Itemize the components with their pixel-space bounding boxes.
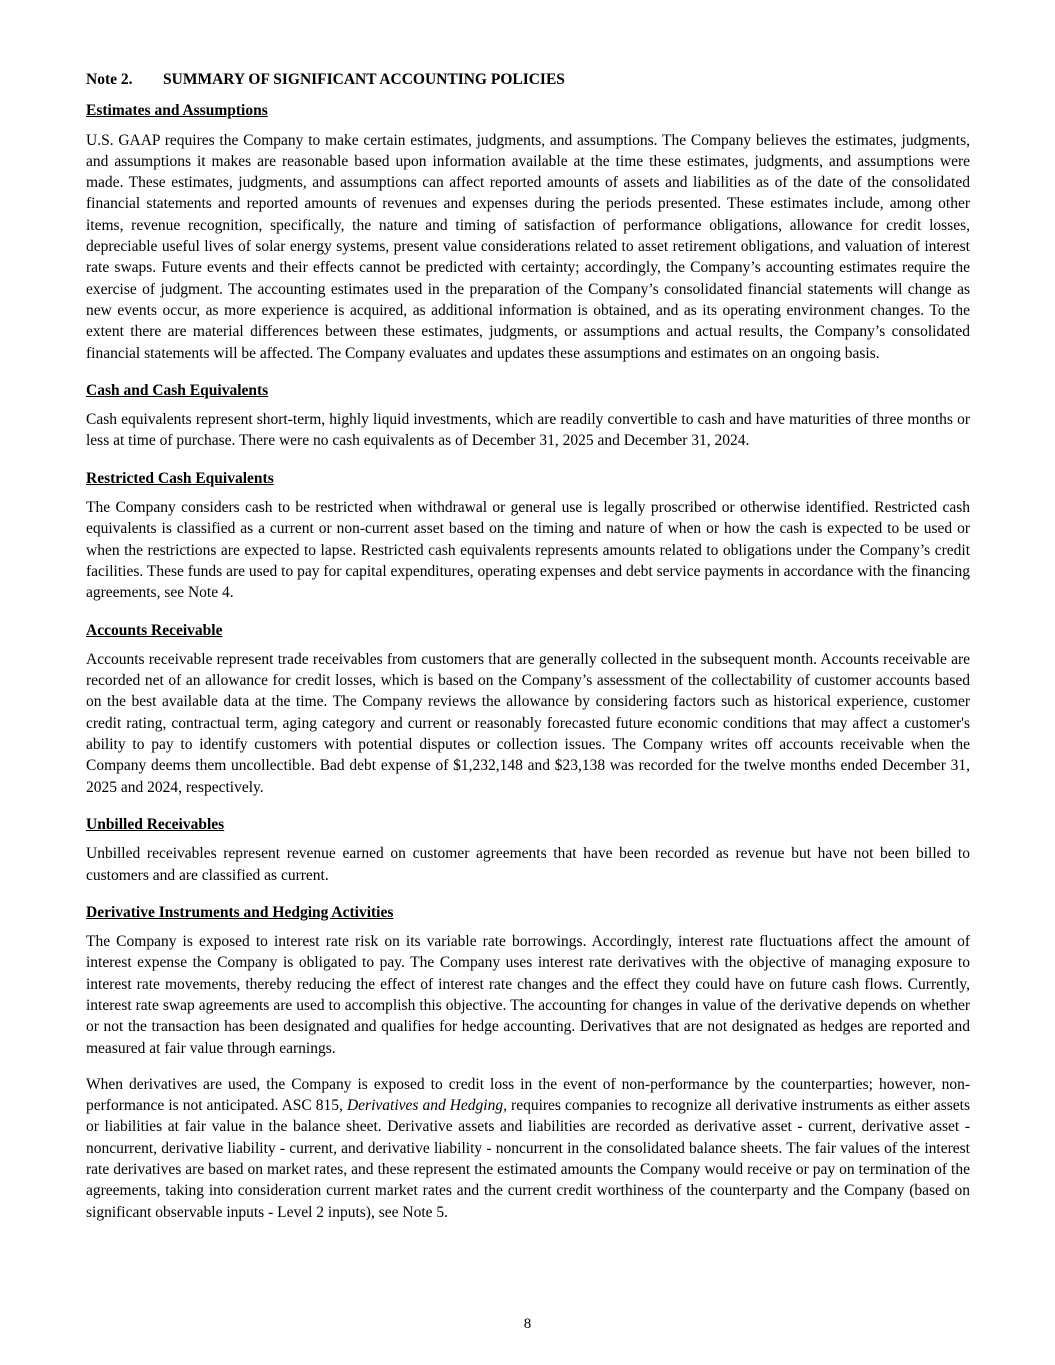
section-heading-unbilled-receivables: Unbilled Receivables: [86, 815, 225, 833]
section-heading-estimates-and-assumptions: Estimates and Assumptions: [86, 102, 268, 120]
section-heading-derivative-instruments: Derivative Instruments and Hedging Activities: [86, 903, 394, 921]
note-heading: [86, 69, 970, 90]
paragraph-restricted-cash-equivalents: The Company considers cash to be restricted when withdrawal or general use is legally proscribed or otherwise identified. Restricted cash equivalents is classified as a current or non-current asset based on the timing and nature of when or how the cash is expected to be used or when the restrictions are expected to lapse. Restricted cash equivalents represents amounts related to obligations under the Company’s credit facilities. These funds are used to pay for capital expenditures, operating expenses and debt service payments in accordance with the financing agreements, see Note 4.: [86, 499, 970, 602]
paragraph-cash-and-cash-equivalents: Cash equivalents represent short-term, highly liquid investments, which are readily convertible to cash and have maturities of three months or less at time of purchase. There were no cash equivalents as of December 31, 2025 and December 31, 2024.: [86, 411, 970, 450]
note-title: SUMMARY OF SIGNIFICANT ACCOUNTING POLICIES: [163, 71, 565, 88]
paragraph-derivative-instruments-1: The Company is exposed to interest rate risk on its variable rate borrowings. Accordingly, interest rate fluctuations affect the amount of interest expense the Company is obligated to pay. The Company uses interest rate derivatives with the objective of managing exposure to interest rate movements, thereby reducing the effect of interest rate changes and the effect they could have on future cash flows. Currently, interest rate swap agreements are used to accomplish this objective. The accounting for changes in value of the derivative depends on whether or not the transaction has been designated and qualifies for hedge accounting. Derivatives that are not designated as hedges are reported and measured at fair value through earnings.: [86, 933, 970, 1057]
section-heading-cash-and-cash-equivalents: Cash and Cash Equivalents: [86, 381, 269, 399]
paragraph-derivatives-text-after: requires companies to recognize all derivative instruments as either assets or liabilities at fair value in the balance sheet. Derivative assets and liabilities are recorded as derivative asset - current, derivative asset - noncurrent, derivative liability - current, and derivative liability - noncurrent in the consolidated balance sheets. The fair values of the interest rate derivatives are based on market rates, and these represent the estimated amounts the Company would receive or pay on termination of the agreements, taking into consideration current market rates and the current credit worthiness of the counterparty and the Company (based on significant observable inputs - Level 2 inputs), see Note 5.: [86, 1097, 971, 1221]
note-label: Note 2.: [86, 71, 133, 88]
page-number: 8: [523, 1315, 532, 1332]
paragraph-derivatives-text-before: When derivatives are used, the Company is exposed to credit loss in the event of non-performance by the counterparties; however, non-performance is not anticipated. ASC 815,: [86, 1075, 970, 1115]
paragraph-derivative-instruments-2: [86, 1074, 970, 1223]
paragraph-estimates-and-assumptions: U.S. GAAP requires the Company to make certain estimates, judgments, and assumptions. The Company believes the estimates, judgments, and assumptions it makes are reasonable based upon information available at the time these estimates, judgments, and assumptions were made. These estimates, judgments, and assumptions can affect reported amounts of assets and liabilities as of the date of the consolidated financial statements and reported amounts of revenues and expenses during the periods presented. These estimates include, among other items, revenue recognition, specifically, the nature and timing of satisfaction of performance obligations, allowance for credit losses, depreciable useful lives of solar energy systems, present value considerations related to asset retirement obligations, and valuation of interest rate swaps. Future events and their effects cannot be predicted with certainty; accordingly, the Company’s accounting estimates require the exercise of judgment. The accounting estimates used in the preparation of the Company’s consolidated financial statements will change as new events occur, as more experience is acquired, as additional information is obtained, and as its operating environment changes. To the extent there are material differences between these estimates, judgments, or assumptions and actual results, the Company’s consolidated financial statements will be affected. The Company evaluates and updates these assumptions and estimates on an ongoing basis.: [86, 131, 970, 362]
asc-815-title-italic: Derivatives and Hedging,: [346, 1097, 507, 1115]
paragraph-unbilled-receivables: Unbilled receivables represent revenue earned on customer agreements that have been recorded as revenue but have not been billed to customers and are classified as current.: [86, 845, 970, 884]
section-heading-restricted-cash-equivalents: Restricted Cash Equivalents: [86, 469, 274, 487]
section-heading-accounts-receivable: Accounts Receivable: [86, 621, 223, 639]
paragraph-accounts-receivable: Accounts receivable represent trade receivables from customers that are generally collected in the subsequent month. Accounts receivable are recorded net of an allowance for credit losses, which is based on the Company’s assessment of the collectability of customer accounts based on the best available data at the time. The Company reviews the allowance by considering factors such as historical experience, customer credit rating, contractual term, aging category and current or reasonably forecasted future economic conditions that may affect a customer's ability to pay to identify customers with potential disputes or collection issues. The Company writes off accounts receivable when the Company deems them uncollectible. Bad debt expense of $1,232,148 and $23,138 was recorded for the twelve months ended December 31, 2025 and 2024, respectively.: [86, 650, 970, 796]
